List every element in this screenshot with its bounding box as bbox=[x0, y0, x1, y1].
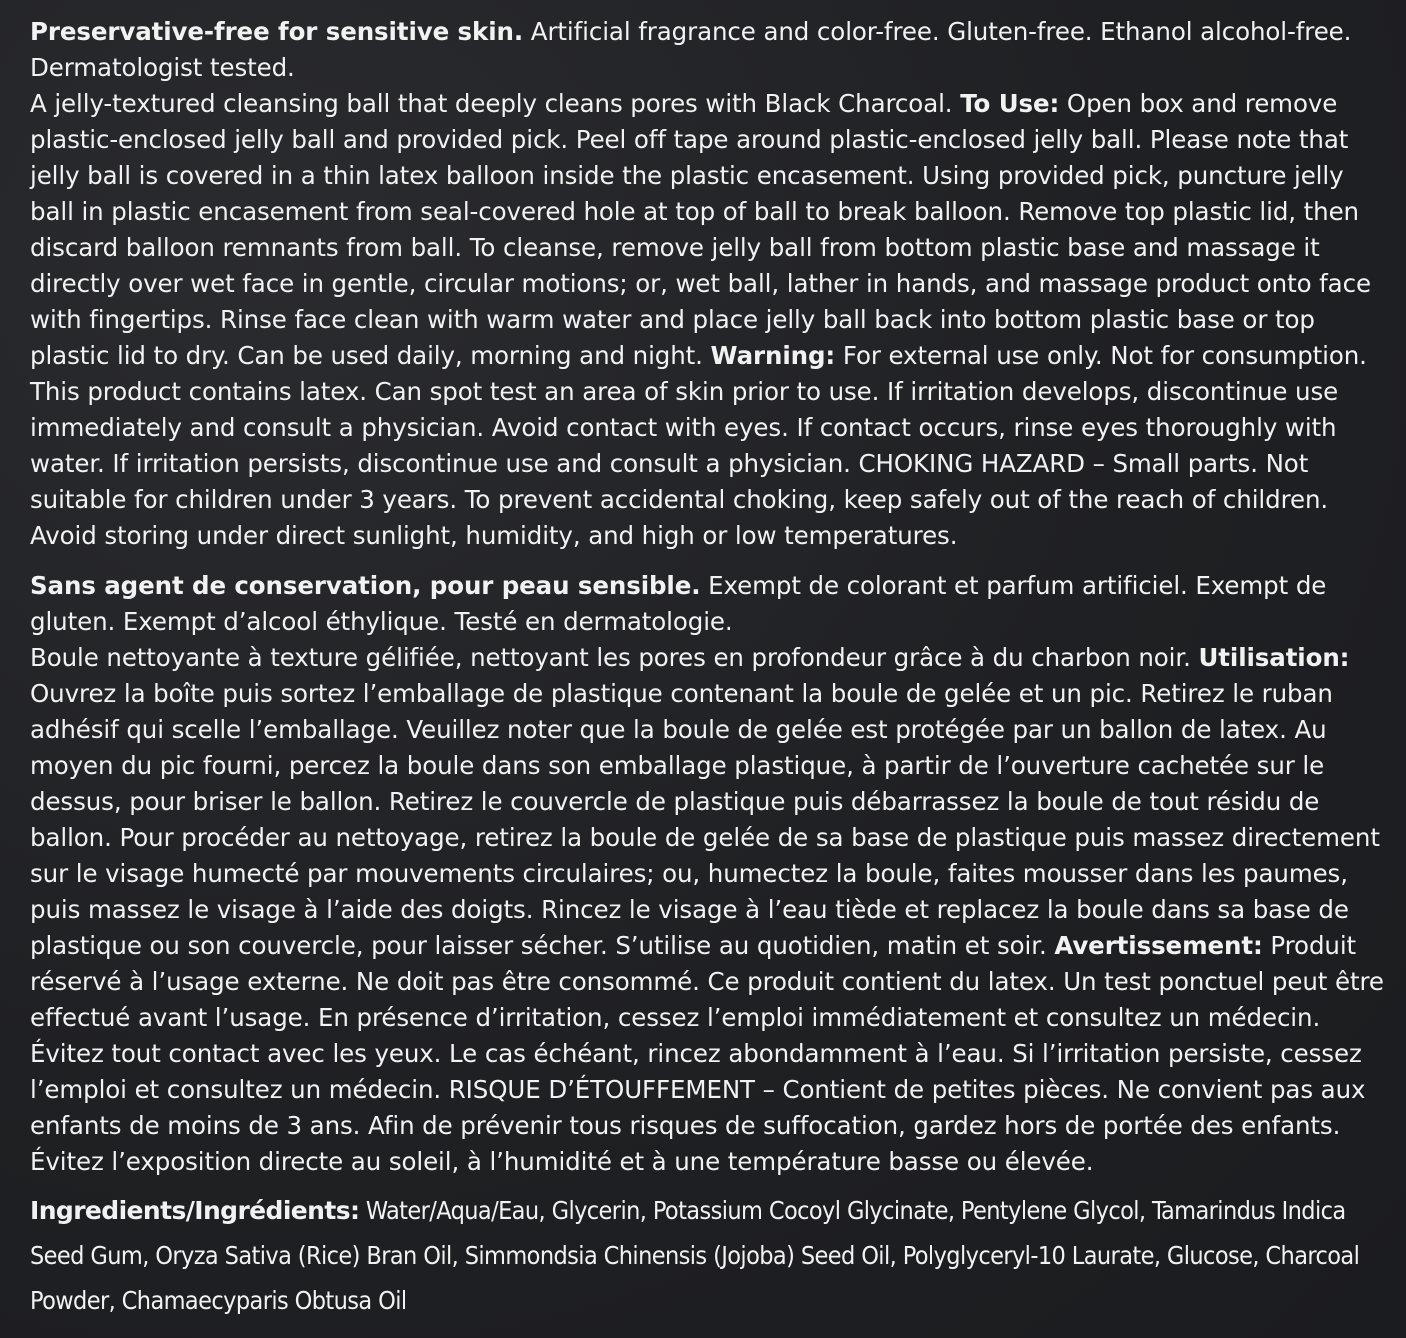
ingredients-section bbox=[30, 1188, 1388, 1323]
french-warning-label: Avertissement: bbox=[1054, 931, 1263, 960]
english-to-use-text: Open box and remove plastic-enclosed jelly ball and provided pick. Peel off tape around plastic-enclosed jelly ball. Please note that jelly ball is covered in a thin latex balloon inside the plastic encasement. Using provided pick, puncture jelly ball in plastic encasement from seal-covered hole at top of ball to break balloon. Remove top plastic lid, then discard balloon remnants from ball. To cleanse, remove jelly ball from bottom plastic base and massage it directly over wet face in gentle, circular motions; or, wet ball, lather in hands, and massage product onto face with fingertips. Rinse face clean with warm water and place jelly ball back into bottom plastic base or top plastic lid to dry. Can be used daily, morning and night. bbox=[30, 89, 1371, 370]
french-usage-text: Ouvrez la boîte puis sortez l’emballage de plastique contenant la boule de gelée et un pic. Retirez le ruban adhésif qui scelle l’emballage. Veuillez noter que la boule de gelée est protégée par un ballon de latex. Au moyen du pic fourni, percez la boule dans son emballage plastique, à partir de l’ouverture cachetée sur le dessus, pour briser le ballon. Retirez le couvercle de plastique puis débarrassez la boule de tout résidu de ballon. Pour procéder au nettoyage, retirez la boule de gelée de sa base de plastique puis massez directement sur le visage humecté par mouvements circulaires; ou, humectez la boule, faites mousser dans les paumes, puis massez le visage à l’aide des doigts. Rincez le visage à l’eau tiède et replacez la boule dans sa base de plastique ou son couvercle, pour laisser sécher. S’utilise au quotidien, matin et soir. bbox=[30, 679, 1380, 960]
french-section bbox=[30, 568, 1388, 1180]
english-warning-text: For external use only. Not for consumption. This product contains latex. Can spot test an area of skin prior to use. If irritation develops, discontinue use immediately and consult a physician. Avoid contact with eyes. If contact occurs, rinse eyes thoroughly with water. If irritation persists, discontinue use and consult a physician. CHOKING HAZARD – Small parts. Not suitable for children under 3 years. To prevent accidental choking, keep safely out of the reach of children. Avoid storing under direct sunlight, humidity, and high or low temperatures. bbox=[30, 341, 1367, 550]
french-usage-label: Utilisation: bbox=[1198, 643, 1350, 672]
french-intro-bold: Sans agent de conservation, pour peau sensible. bbox=[30, 571, 701, 600]
english-intro-bold: Preservative-free for sensitive skin. bbox=[30, 17, 524, 46]
ingredients-label: Ingredients/Ingrédients: bbox=[30, 1196, 360, 1225]
english-to-use-label: To Use: bbox=[960, 89, 1060, 118]
french-intro-text: Exempt de colorant et parfum artificiel. Exempt de gluten. Exempt d’alcool éthylique. Testé en dermatologie. bbox=[30, 571, 1327, 636]
english-warning-label: Warning: bbox=[710, 341, 836, 370]
english-intro-text: Artificial fragrance and color-free. Gluten-free. Ethanol alcohol-free. Dermatologist tested. bbox=[30, 17, 1352, 82]
french-warning-text: Produit réservé à l’usage externe. Ne doit pas être consommé. Ce produit contient du latex. Un test ponctuel peut être effectué avant l’usage. En présence d’irritation, cessez l’emploi immédiatement et consultez un médecin. Évitez tout contact avec les yeux. Le cas échéant, rincez abondamment à l’eau. Si l’irritation persiste, cessez l’emploi et consultez un médecin. RISQUE D’ÉTOUFFEMENT – Contient de petites pièces. Ne convient pas aux enfants de moins de 3 ans. Afin de prévenir tous risques de suffocation, gardez hors de portée des enfants. Évitez l’exposition directe au soleil, à l’humidité et à une température basse ou élevée. bbox=[30, 931, 1384, 1176]
ingredients-list: Water/Aqua/Eau, Glycerin, Potassium Cocoyl Glycinate, Pentylene Glycol, Tamarindus Indica Seed Gum, Oryza Sativa (Rice) Bran Oil, Simmondsia Chinensis (Jojoba) Seed Oil, Polyglyceryl-10 Laurate, Glucose, Charcoal Powder, Chamaecyparis Obtusa Oil bbox=[30, 1196, 1360, 1315]
english-section bbox=[30, 14, 1388, 554]
french-description: Boule nettoyante à texture gélifiée, nettoyant les pores en profondeur grâce à du charbon noir. bbox=[30, 643, 1199, 672]
english-description: A jelly-textured cleansing ball that deeply cleans pores with Black Charcoal. bbox=[30, 89, 961, 118]
